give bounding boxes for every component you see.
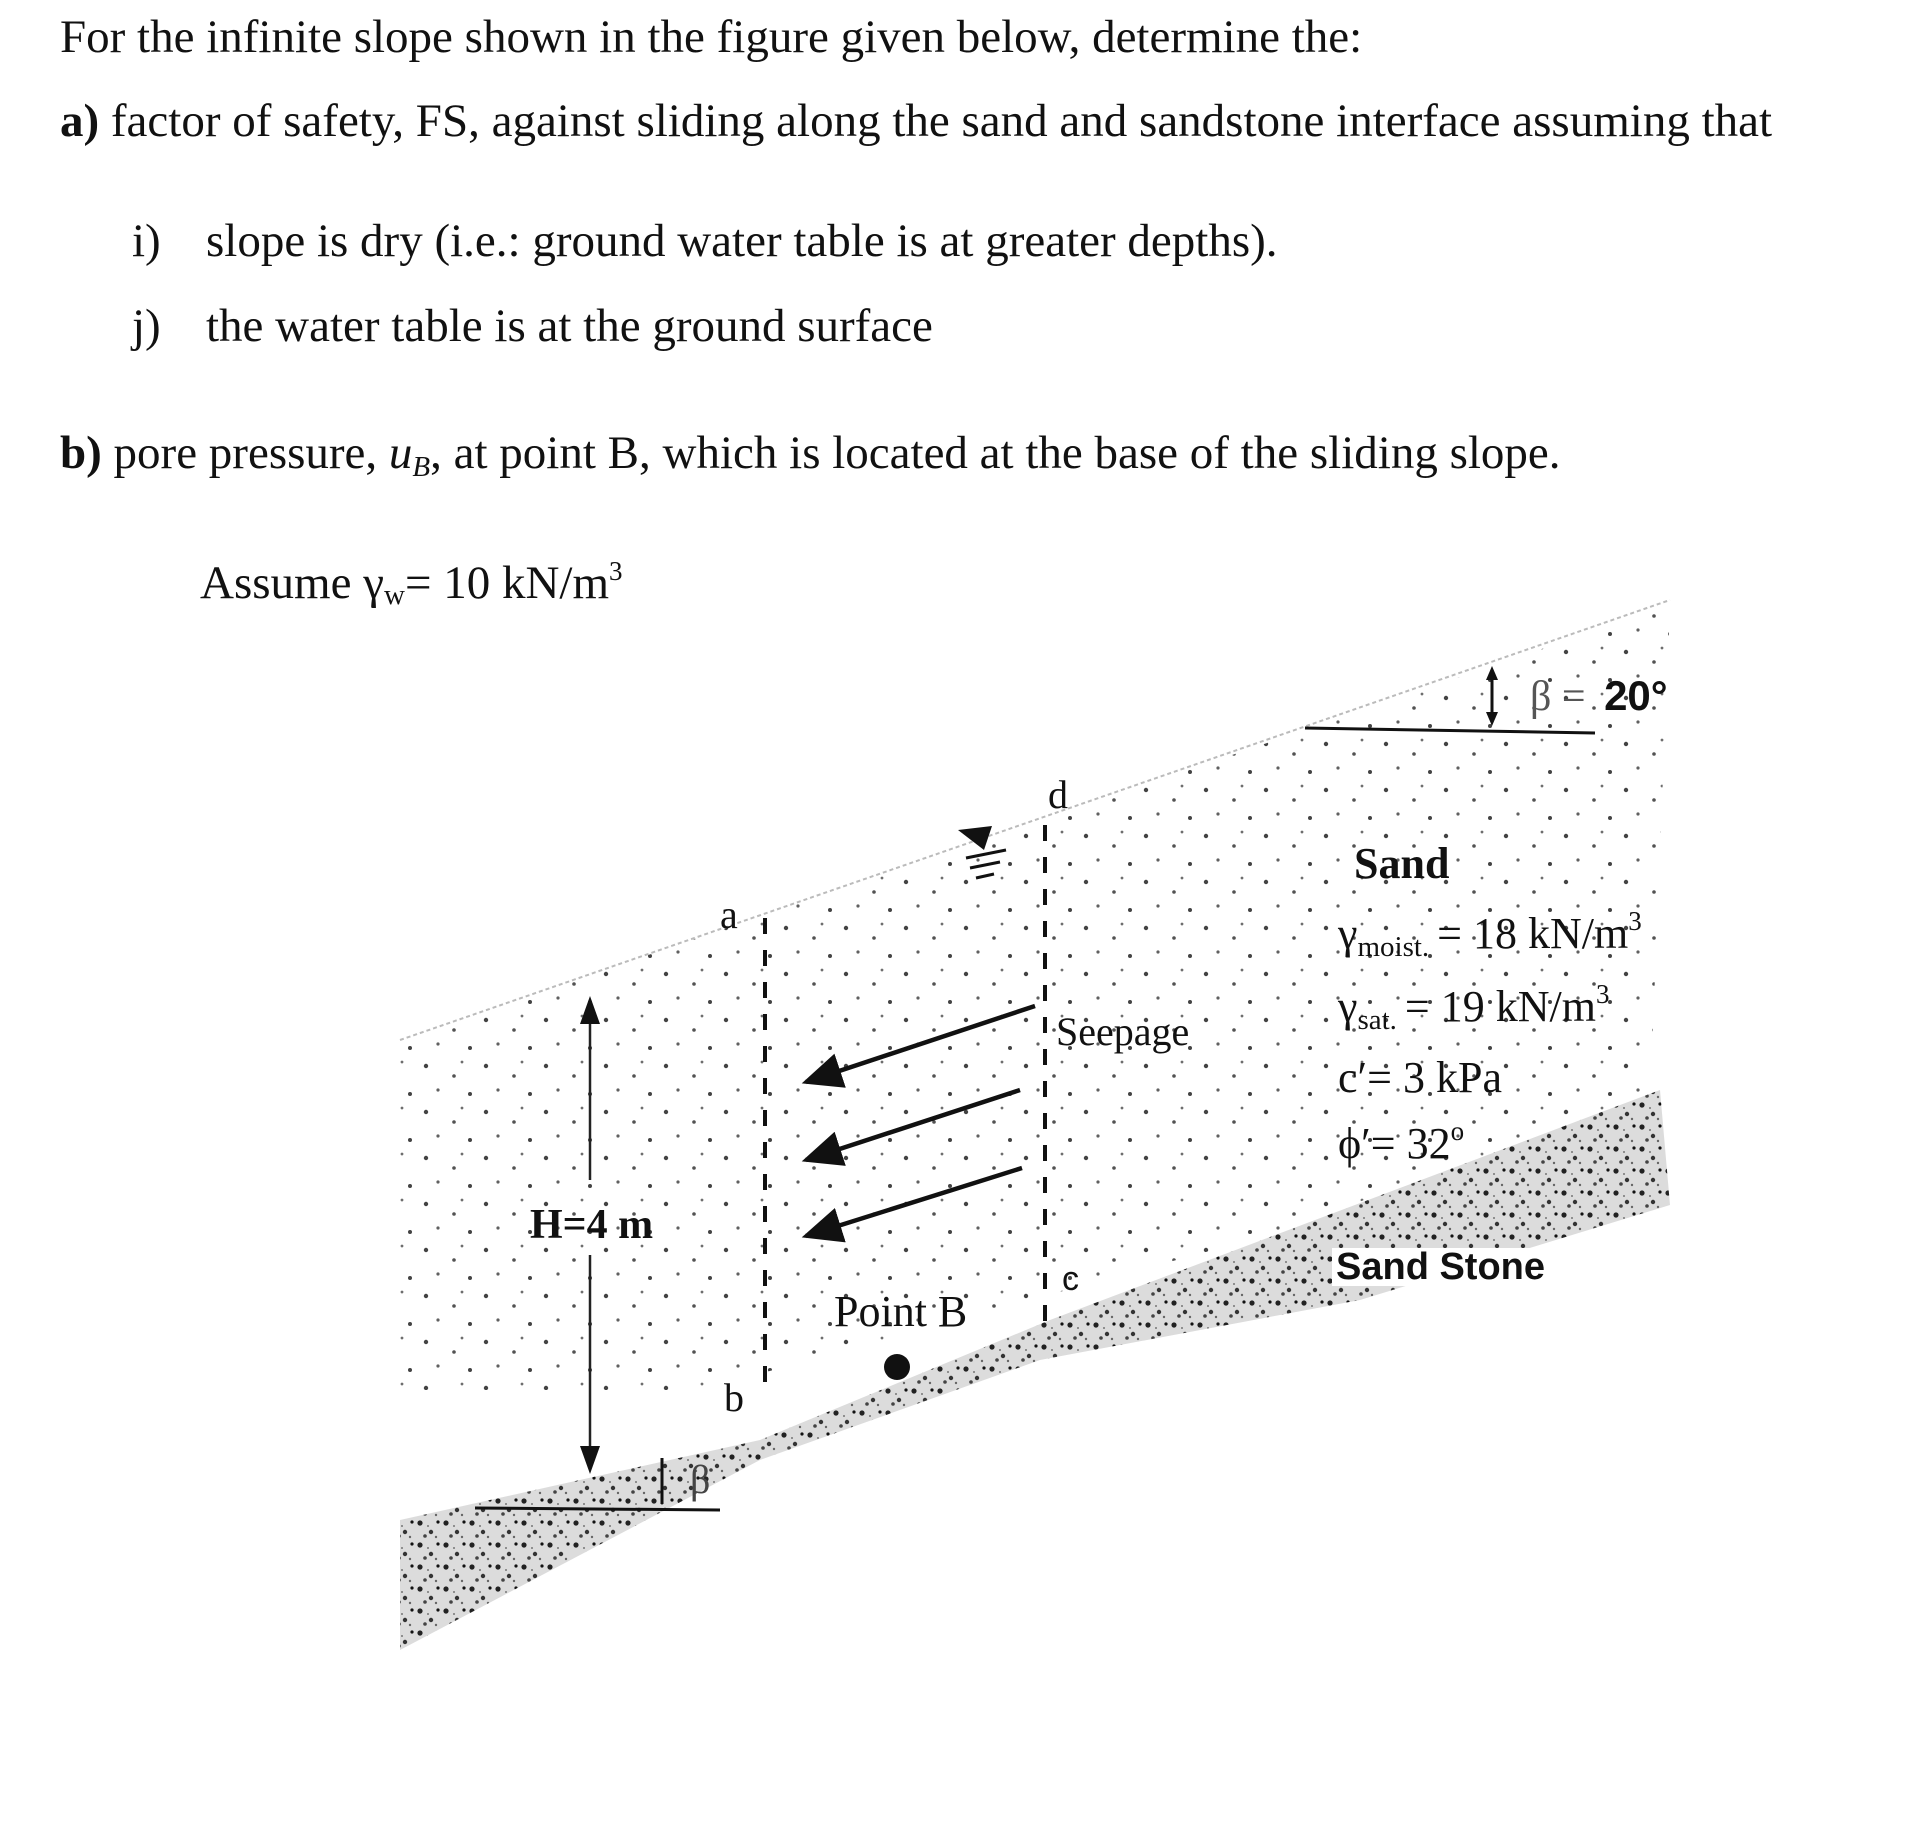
part-b-pre: pore pressure, (113, 427, 378, 479)
point-d-label: d (1048, 772, 1068, 817)
beta-top-symbol: β (1530, 674, 1552, 720)
cohesion-label: c′= 3 kPa (1338, 1053, 1502, 1102)
assume-word: Assume (200, 557, 352, 609)
point-B-label: Point B (834, 1287, 968, 1336)
gamma-w-value: = 10 kN/m (404, 557, 610, 609)
beta-top-equals: = (1561, 674, 1586, 720)
sub-item-j-label: j) (132, 300, 161, 352)
point-b-lower-label: b (724, 1375, 744, 1420)
beta-bottom-horizontal (475, 1508, 720, 1510)
height-arrowhead-bottom (580, 1446, 600, 1474)
part-b-post: , at point B, which is located at the base of the sliding slope. (430, 427, 1561, 479)
sub-item-i-label: i) (132, 215, 161, 267)
beta-bottom-label: β (690, 1457, 711, 1502)
seepage-label: Seepage (1056, 1009, 1190, 1054)
part-a-label: a) (60, 95, 100, 147)
beta-top-value: 20° (1604, 672, 1668, 719)
beta-top-label (1530, 672, 1668, 720)
gamma-w-exponent: 3 (609, 556, 623, 586)
gamma-moist: $\gamma_{moist.} = 18$ $kN/m^3$ (1338, 906, 1642, 963)
point-c-label: c (1062, 1260, 1079, 1298)
part-b-label: b) (60, 427, 102, 479)
friction-angle-label: $\phi'= 32^o$ (1338, 1116, 1465, 1168)
sandstone-label: Sand Stone (1332, 1248, 1549, 1286)
part-a-text: factor of safety, FS, against sliding along the sand and sandstone interface assuming that (110, 95, 1773, 147)
height-label: H=4 m (530, 1202, 654, 1248)
sub-item-j-text: the water table is at the ground surface (206, 300, 933, 352)
sand-label: Sand (1354, 839, 1450, 888)
problem-intro: For the infinite slope shown in the figure given below, determine the: (60, 11, 1363, 63)
gamma-w-symbol: $\gamma_w$ (363, 557, 405, 611)
point-b-marker (884, 1354, 910, 1380)
gamma-sat: $\gamma_{sat.} = 19$ $kN/m^3$ (1338, 979, 1610, 1036)
sub-item-i-text: slope is dry (i.e.: ground water table is at greater depths). (206, 215, 1278, 267)
point-a-label: a (720, 892, 738, 937)
pore-pressure-symbol: $u_B$ (388, 427, 431, 483)
